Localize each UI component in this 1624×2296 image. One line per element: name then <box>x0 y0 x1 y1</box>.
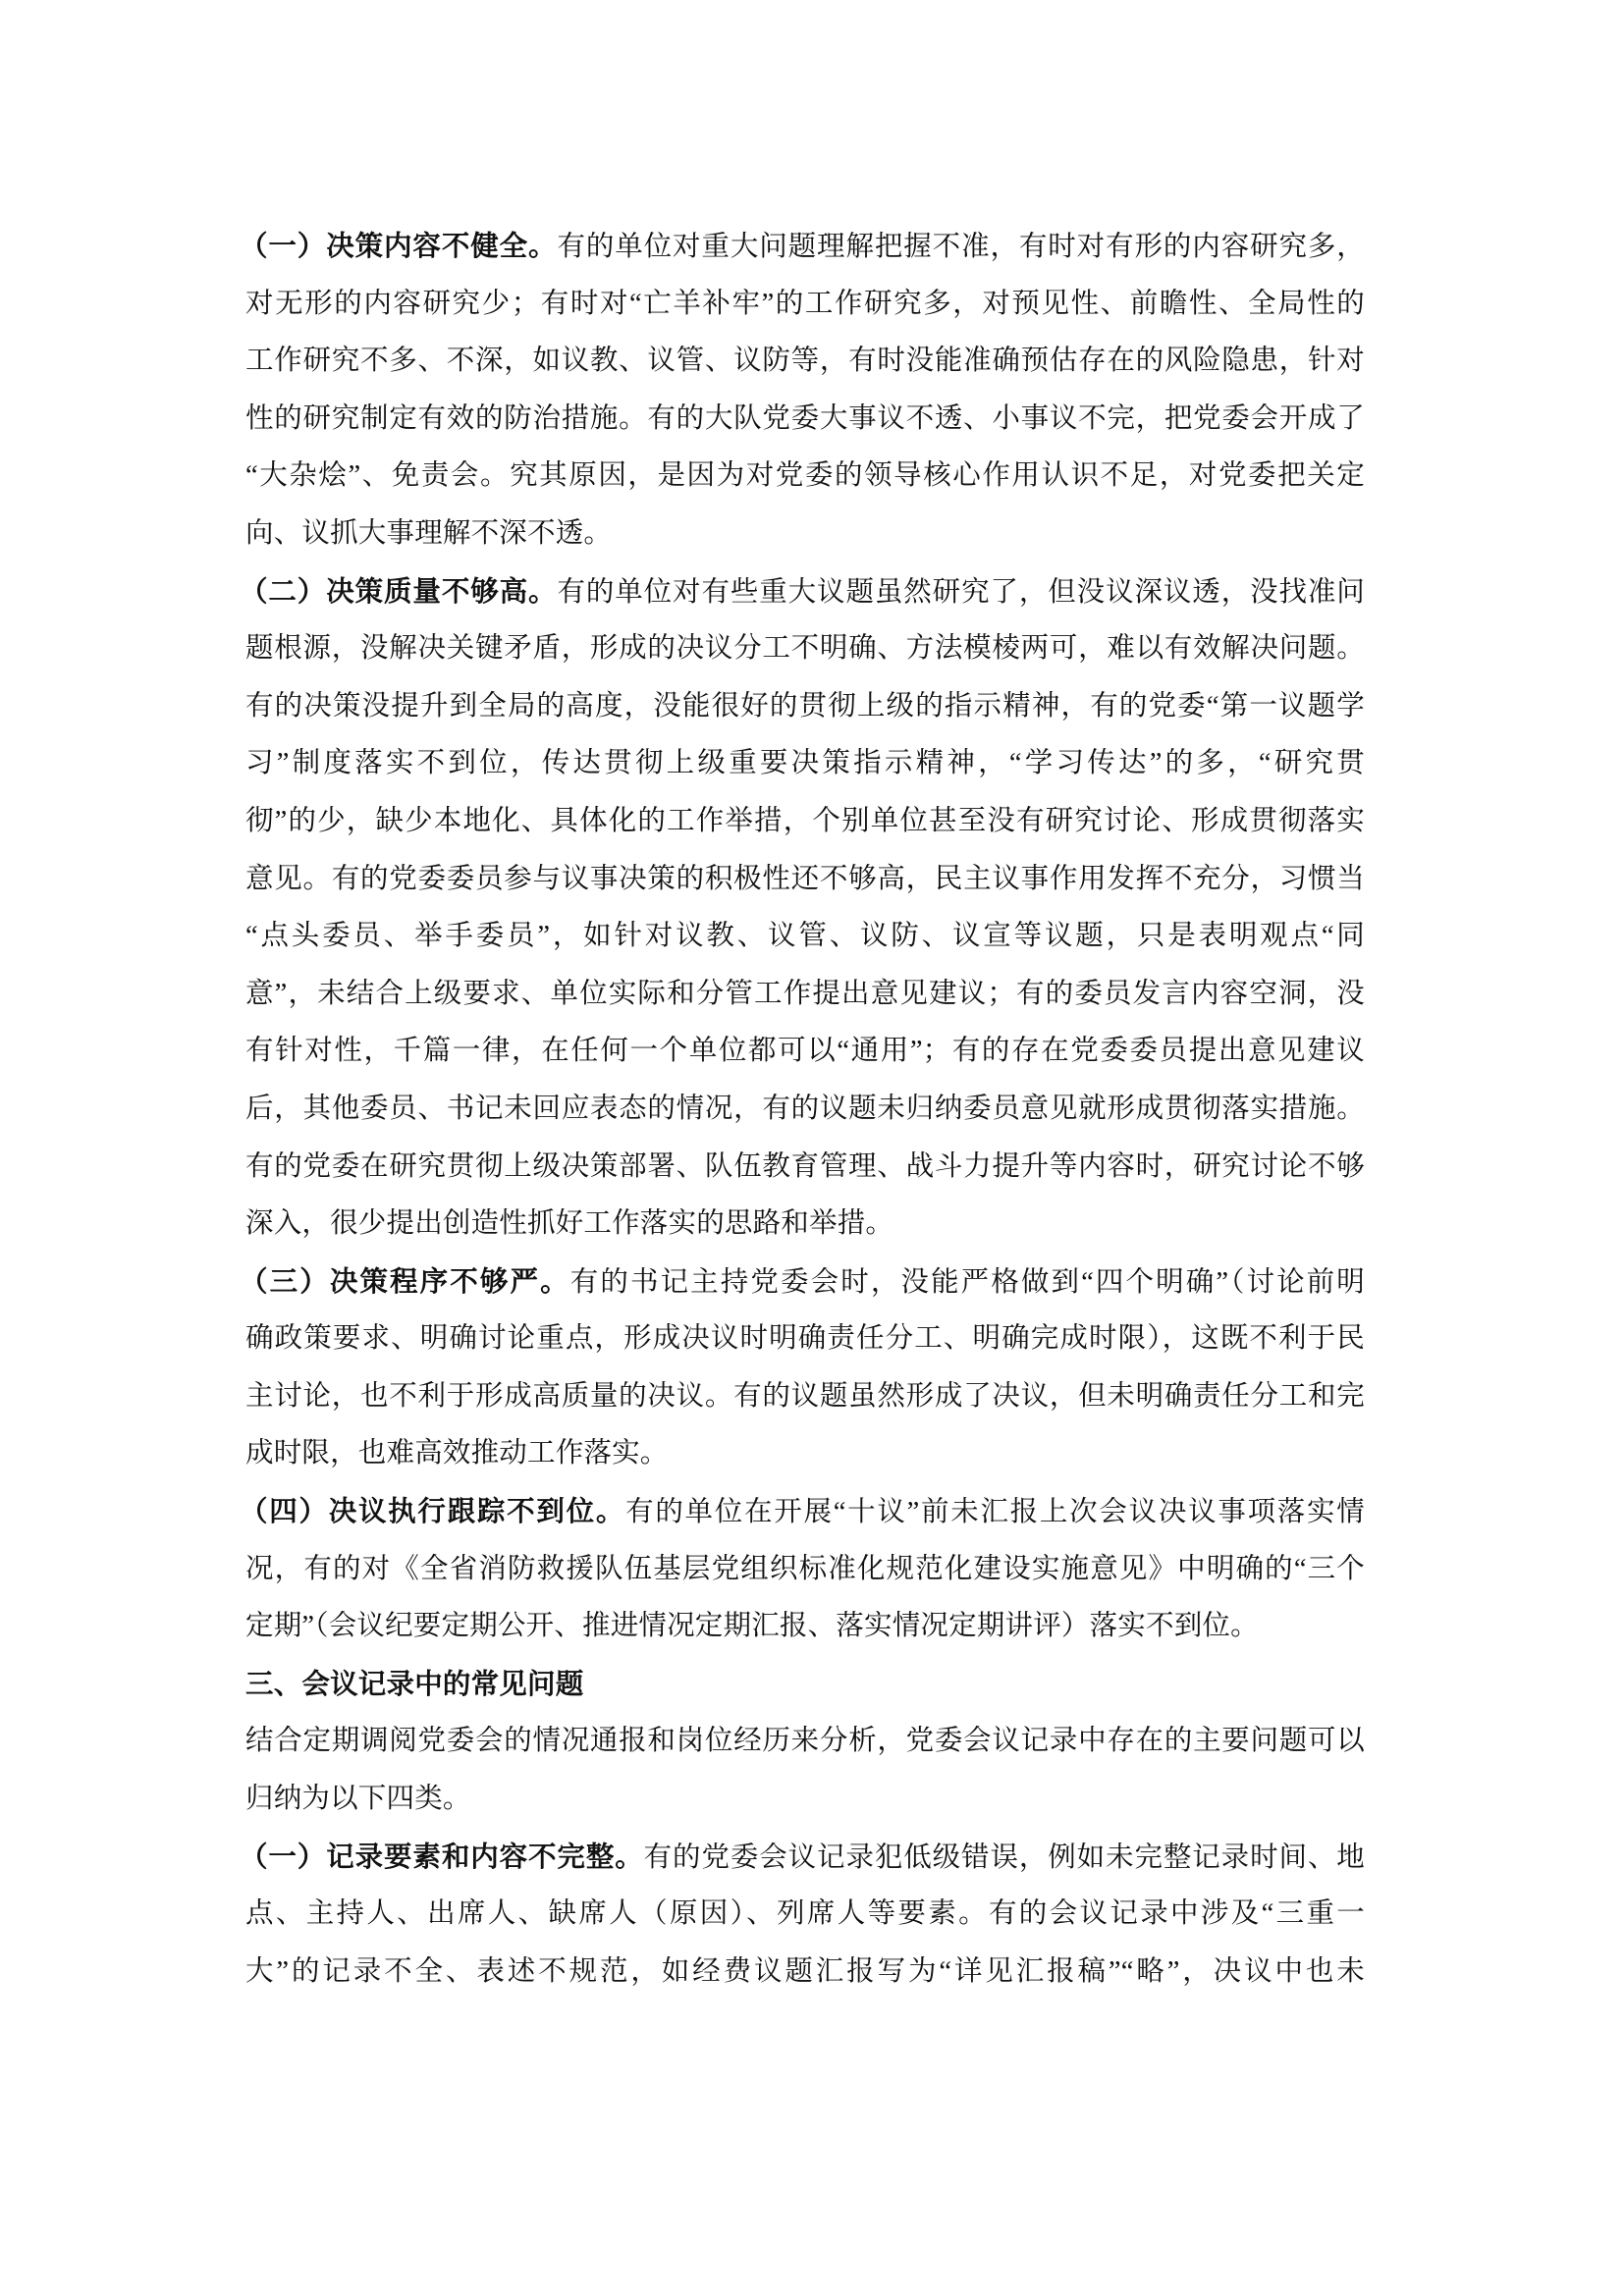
paragraph-line: 彻”的少，缺少本地化、具体化的工作举措，个别单位甚至没有研究讨论、形成贯彻落实 <box>245 805 1365 836</box>
paragraph-line: 归纳为以下四类。 <box>245 1784 471 1815</box>
paragraph-line: 性的研究制定有效的防治措施。有的大队党委大事议不透、小事议不完，把党委会开成了 <box>245 402 1365 434</box>
paragraph-line: 向、议抓大事理解不深不透。 <box>245 517 613 549</box>
paragraph-line: 意”，未结合上级要求、单位实际和分管工作提出意见建议；有的委员发言内容空洞，没 <box>245 978 1365 1009</box>
paragraph-line: 意见。有的党委委员参与议事决策的积极性还不够高，民主议事作用发挥不充分，习惯当 <box>245 863 1365 894</box>
section-lead: （四）决议执行跟踪不到位。 <box>240 1495 626 1528</box>
section-lead: （一）记录要素和内容不完整。 <box>240 1840 644 1873</box>
paragraph-line: （一）记录要素和内容不完整。有的党委会议记录犯低级错误，例如未完整记录时间、地 <box>240 1840 1365 1873</box>
paragraph-line: 后，其他委员、书记未回应表态的情况，有的议题未归纳委员意见就形成贯彻落实措施。 <box>245 1093 1365 1124</box>
paragraph-line: 成时限，也难高效推动工作落实。 <box>245 1438 669 1469</box>
paragraph-line: （三）决策程序不够严。有的书记主持党委会时，没能严格做到“四个明确”（讨论前明 <box>240 1264 1365 1298</box>
paragraph-line: 点、主持人、出席人、缺席人（原因）、列席人等要素。有的会议记录中涉及“三重一 <box>245 1898 1365 1930</box>
paragraph-line: “大杂烩”、免责会。究其原因，是因为对党委的领导核心作用认识不足，对党委把关定 <box>245 460 1365 492</box>
paragraph-line: 对无形的内容研究少；有时对“亡羊补牢”的工作研究多，对预见性、前瞻性、全局性的 <box>245 288 1365 319</box>
paragraph-line: 况，有的对《全省消防救援队伍基层党组织标准化规范化建设实施意见》中明确的“三个 <box>245 1553 1365 1584</box>
paragraph-line: 工作研究不多、不深，如议教、议管、议防等，有时没能准确预估存在的风险隐患，针对 <box>245 346 1365 377</box>
paragraph-line: 大”的记录不全、表述不规范，如经费议题汇报写为“详见汇报稿”“略”，决议中也未 <box>245 1955 1365 1987</box>
paragraph-line: 主讨论，也不利于形成高质量的决议。有的议题虽然形成了决议，但未明确责任分工和完 <box>245 1380 1365 1412</box>
paragraph-line: 深入，很少提出创造性抓好工作落实的思路和举措。 <box>245 1208 894 1240</box>
paragraph-line: （四）决议执行跟踪不到位。有的单位在开展“十议”前未汇报上次会议决议事项落实情 <box>240 1495 1365 1528</box>
paragraph-line: （二）决策质量不够高。有的单位对有些重大议题虽然研究了，但没议深议透，没找准问 <box>240 574 1366 608</box>
paragraph-line: “点头委员、举手委员”，如针对议教、议管、议防、议宣等议题，只是表明观点“同 <box>245 921 1365 952</box>
paragraph-line: 有的党委在研究贯彻上级决策部署、队伍教育管理、战斗力提升等内容时，研究讨论不够 <box>245 1150 1365 1182</box>
paragraph-line: 结合定期调阅党委会的情况通报和岗位经历来分析，党委会议记录中存在的主要问题可以 <box>245 1726 1365 1757</box>
paragraph-line: 确政策要求、明确讨论重点，形成决议时明确责任分工、明确完成时限），这既不利于民 <box>245 1323 1365 1355</box>
paragraph-line: 定期”（会议纪要定期公开、推进情况定期汇报、落实情况定期讲评）落实不到位。 <box>245 1611 1259 1642</box>
paragraph-line: 有的决策没提升到全局的高度，没能很好的贯彻上级的指示精神，有的党委“第一议题学 <box>245 690 1365 721</box>
chapter-heading: 三、会议记录中的常见问题 <box>245 1667 584 1700</box>
paragraph-line: 习”制度落实不到位，传达贯彻上级重要决策指示精神，“学习传达”的多，“研究贯 <box>245 748 1365 779</box>
section-lead: （三）决策程序不够严。 <box>240 1264 570 1298</box>
section-lead: （一）决策内容不健全。 <box>240 230 558 262</box>
paragraph-line: （一）决策内容不健全。有的单位对重大问题理解把握不准，有时对有形的内容研究多， <box>240 230 1366 262</box>
section-lead: （二）决策质量不够高。 <box>240 574 558 608</box>
paragraph-line: 题根源，没解决关键矛盾，形成的决议分工不明确、方法模棱两可，难以有效解决问题。 <box>245 633 1365 665</box>
paragraph-line: 有针对性，千篇一律，在任何一个单位都可以“通用”；有的存在党委委员提出意见建议 <box>245 1036 1365 1067</box>
document-page <box>240 218 1366 2001</box>
